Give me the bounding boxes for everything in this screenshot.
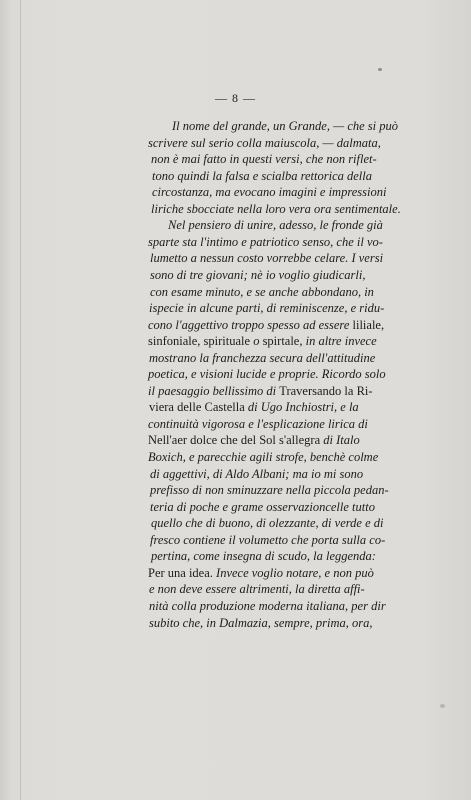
text-run: scrivere sul serio colla maiuscola, — dalmata, (148, 135, 381, 150)
text-line (148, 416, 368, 432)
page-number: — 8 — (215, 91, 256, 105)
text-run: liriche sbocciate nella loro vera ora sentimentale. (151, 201, 401, 216)
text-run: circostanza, ma evocano imagini e impressioni (152, 185, 387, 200)
text-run: fresco contiene il volumetto che porta sulla co- (150, 532, 386, 547)
text-run: Traversando la Ri- (279, 383, 373, 398)
text-run: ispecie in alcune parti, di reminiscenze, e ridu- (149, 301, 385, 316)
text-line (150, 267, 366, 283)
text-run: continuità vigorosa e l'esplicazione lirica di (148, 416, 368, 431)
text-line (152, 184, 386, 200)
text-run: viera delle Castella (149, 400, 248, 415)
text-line (152, 168, 372, 184)
text-line (148, 317, 384, 333)
text-run: Nel pensiero di unire, adesso, le fronde già (168, 218, 383, 233)
text-line (148, 432, 360, 448)
text-line (148, 234, 383, 250)
text-run: Per una idea. (148, 565, 217, 580)
text-run: non è mai fatto in questi versi, che non riflet- (151, 152, 377, 167)
paper-stain (378, 68, 382, 71)
text-line (149, 350, 375, 366)
text-run: Invece voglio notare, e non può (216, 565, 374, 580)
text-line (150, 284, 374, 300)
text-line (149, 581, 365, 597)
text-line (148, 565, 374, 581)
text-run: Nell'aer dolce che del Sol s'allegra (148, 433, 324, 448)
text-line (151, 548, 376, 564)
text-line (150, 482, 389, 498)
text-run: di aggettivi, di Aldo Albani; ma io mi sono (150, 466, 364, 481)
text-run: teria di poche e grame osservazioncelle tutto (150, 499, 375, 514)
text-line (151, 151, 377, 167)
text-run: il paesaggio bellissimo (148, 383, 267, 398)
text-line (150, 532, 385, 548)
text-run: sinfoniale, spirituale (148, 334, 254, 349)
text-run: di Italo (323, 433, 360, 448)
text-run: in altre invece (305, 334, 377, 349)
text-line (149, 300, 384, 316)
paper-stain (440, 704, 445, 708)
text-run: cono l'aggettivo troppo spesso ad essere (148, 317, 353, 332)
text-line (148, 135, 381, 151)
text-line (148, 383, 373, 399)
text-run: e non deve essere altrimenti, la diretta affi- (149, 582, 365, 597)
text-run: quello che di buono, di olezzante, di verde e di (151, 516, 384, 531)
text-line (149, 399, 359, 415)
text-line (150, 499, 375, 515)
text-run: lumetto a nessun costo vorrebbe celare. I versi (150, 251, 384, 266)
text-run: spirtale, (262, 334, 306, 349)
text-run: con esame minuto, e se anche abbondano, in (150, 284, 374, 299)
text-line (150, 250, 383, 266)
text-run: liliale, (352, 317, 385, 332)
text-line (150, 466, 363, 482)
text-line (151, 201, 401, 217)
text-run: di Ugo Inchiostri, e la (247, 400, 359, 415)
text-line (148, 366, 386, 382)
text-line (148, 449, 378, 465)
text-run: poetica, e visioni lucide e proprie. Ricordo solo (148, 367, 386, 382)
text-line (149, 615, 373, 631)
text-run: sparte sta l'intimo e patriotico senso, che il vo- (148, 234, 383, 249)
text-run: subito che, in Dalmazia, sempre, prima, ora, (149, 615, 373, 630)
text-run: tono quindi la falsa e scialba rettorica della (152, 168, 373, 183)
page-gutter-shadow (20, 0, 21, 800)
text-run: sono di tre giovani; nè io voglio giudicarli, (150, 267, 366, 282)
text-run: Il nome del grande, un Grande, — che si può (172, 119, 399, 133)
text-run: Boxich, e parecchie agili strofe, benchè colme (148, 450, 379, 464)
text-line (149, 598, 386, 614)
text-line (168, 217, 383, 233)
text-run: di (266, 383, 280, 398)
text-line (148, 333, 377, 349)
text-run: prefisso di non sminuzzare nella piccola pedan- (150, 483, 389, 498)
text-run: nità colla produzione moderna italiana, per dir (149, 598, 386, 613)
text-run: mostrano la franchezza secura dell'attitudine (149, 350, 376, 365)
text-run: pertina, come insegna di scudo, la leggenda: (151, 549, 376, 564)
text-run: o (253, 334, 263, 349)
text-line (172, 118, 398, 134)
text-line (151, 515, 383, 531)
